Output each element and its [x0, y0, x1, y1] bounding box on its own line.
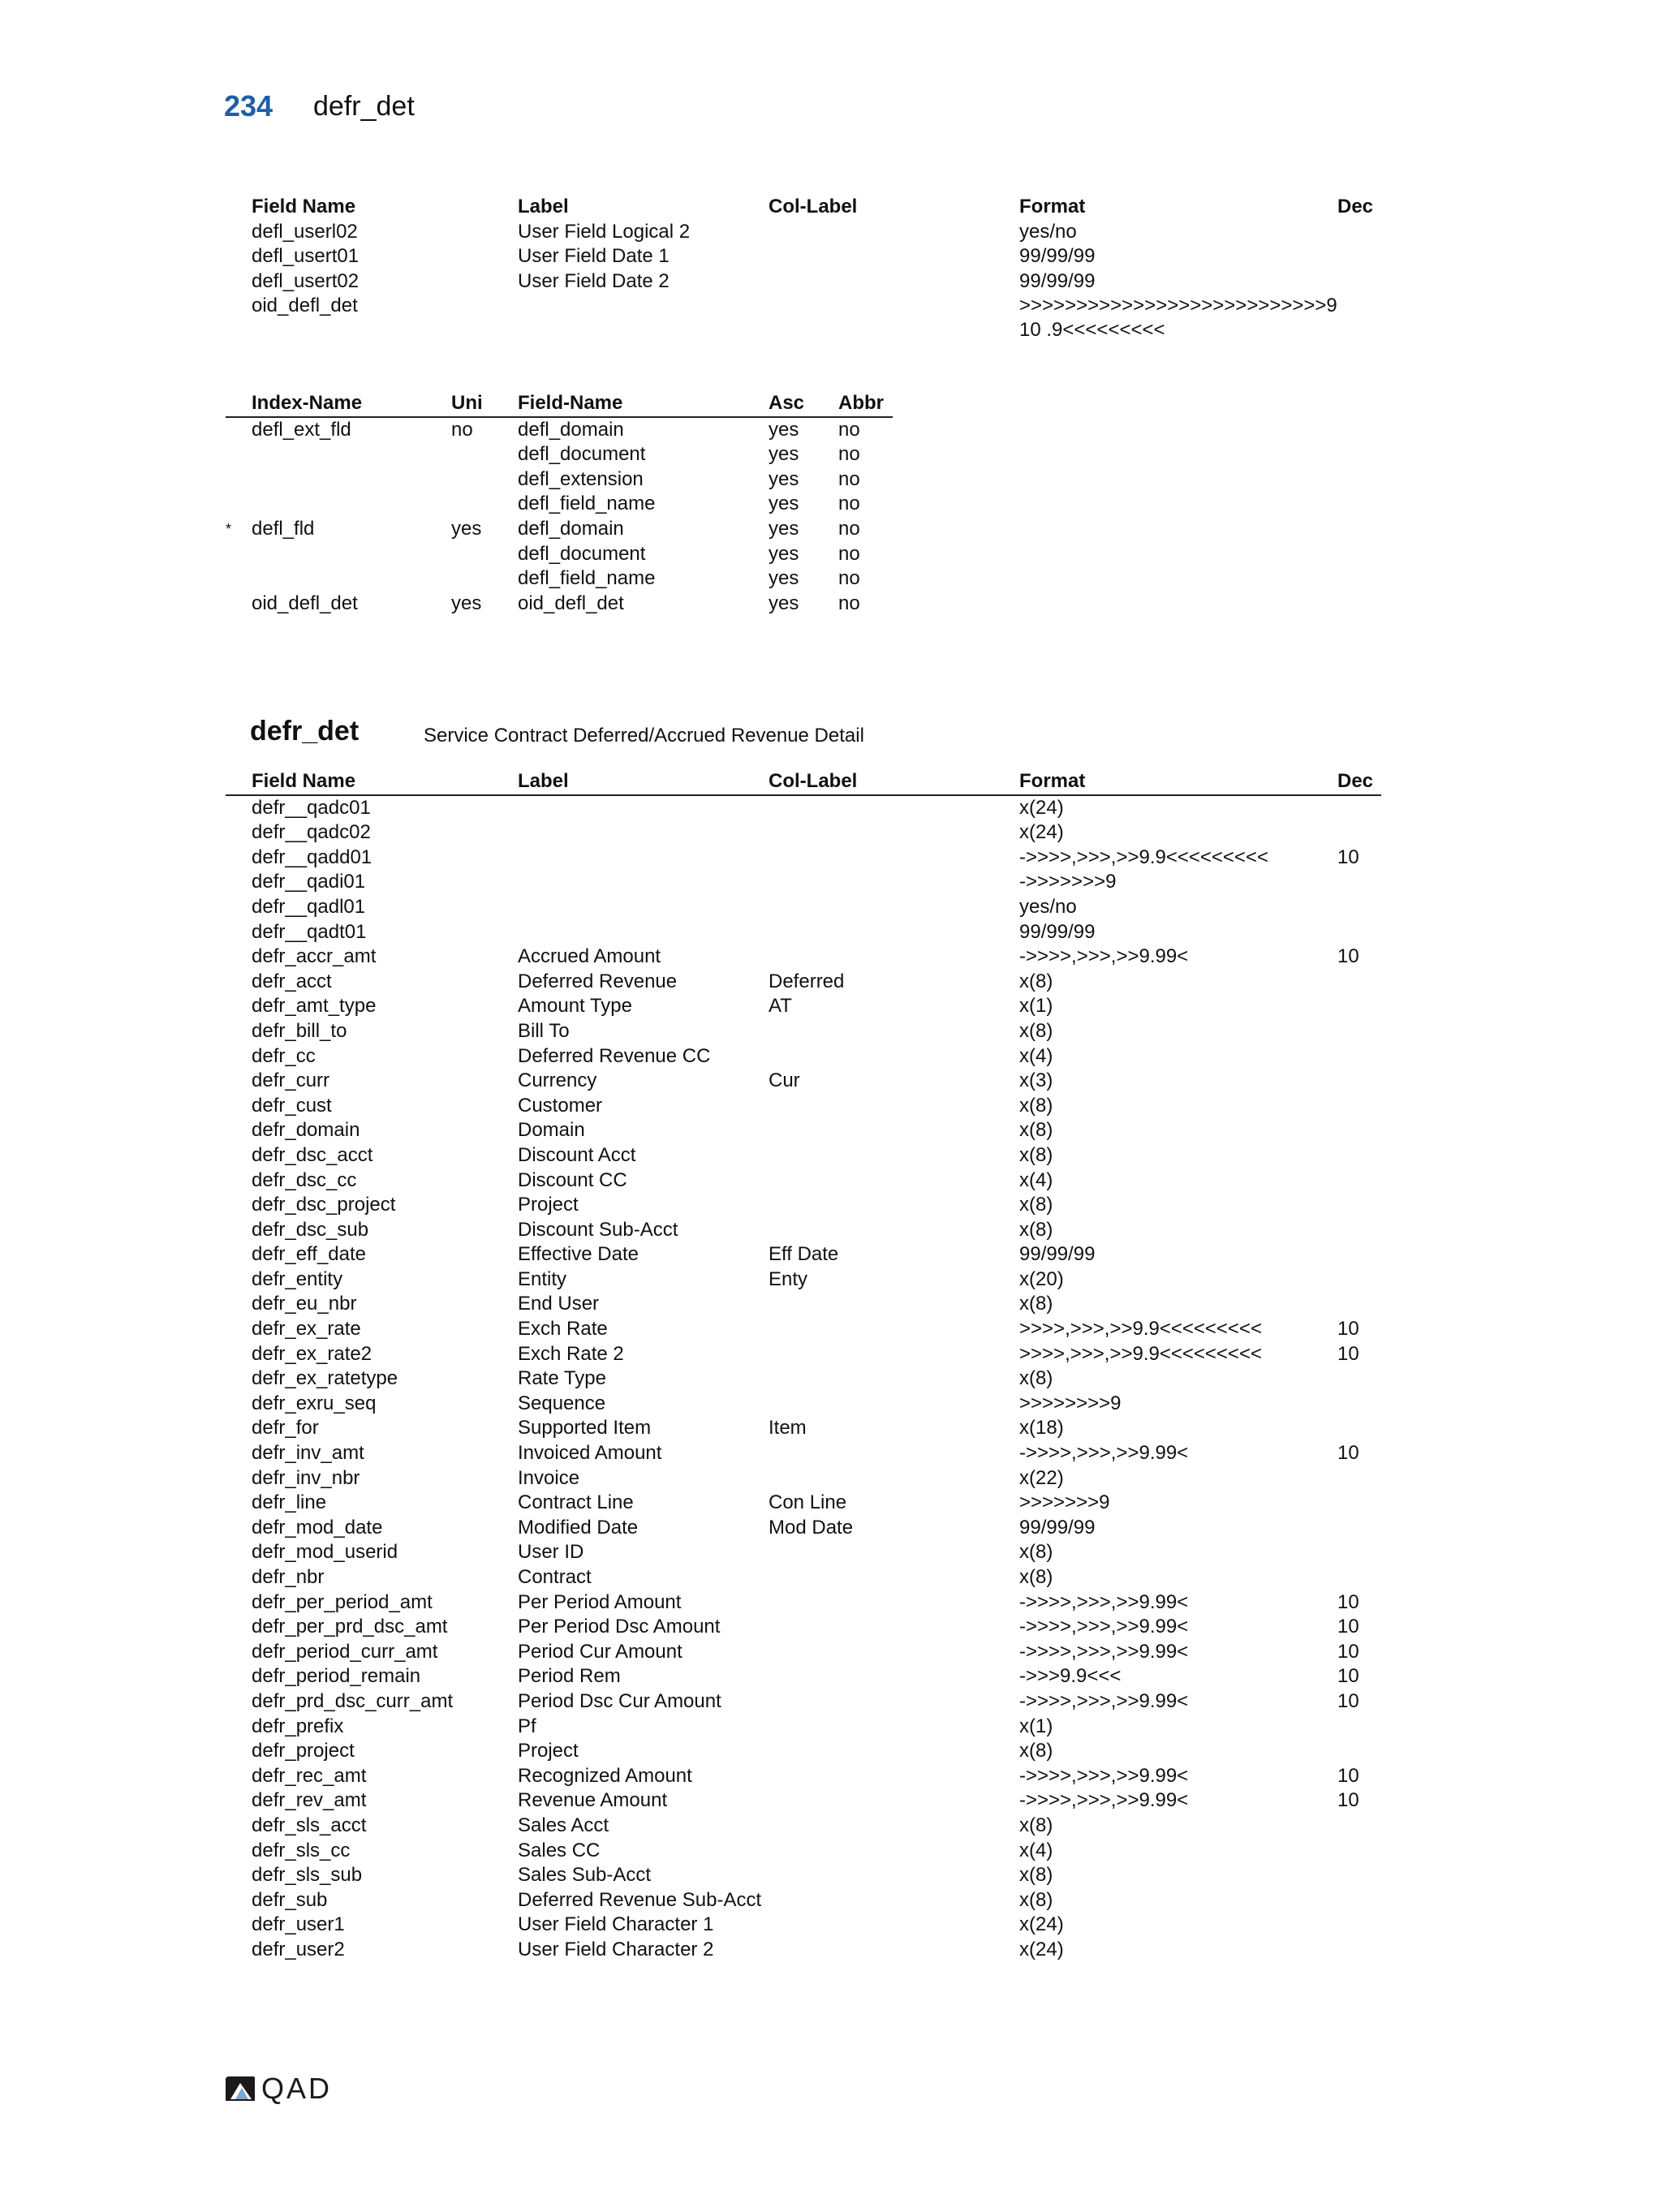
dec-cell: 10 — [1337, 1590, 1359, 1613]
index-row — [226, 492, 893, 517]
col-label-cell: Item — [769, 1417, 807, 1440]
header-col-label: Col-Label — [769, 770, 858, 792]
label-cell: Recognized Amount — [518, 1764, 692, 1787]
format-cell: x(24) — [1019, 796, 1064, 819]
label-cell: Customer — [518, 1094, 603, 1117]
table-row — [226, 1863, 1381, 1888]
ascending-cell: yes — [769, 418, 799, 441]
header-col-label: Col-Label — [769, 196, 858, 217]
field-name-cell: defr_ex_rate2 — [252, 1342, 372, 1365]
format-cell: 99/99/99 — [1019, 269, 1096, 292]
label-cell: Period Rem — [518, 1665, 621, 1688]
format-cell: x(24) — [1019, 1913, 1064, 1936]
field-name-cell: defr_acct — [252, 970, 332, 992]
format-cell: 99/99/99 — [1019, 1243, 1096, 1266]
label-cell: Project — [518, 1740, 579, 1762]
col-label-cell: Mod Date — [769, 1516, 854, 1539]
index-row — [226, 517, 893, 542]
field-name-cell: defr_dsc_project — [252, 1194, 396, 1216]
table-row — [226, 1565, 1381, 1590]
format-cell: yes/no — [1019, 220, 1077, 243]
index-field-cell: defl_field_name — [518, 567, 656, 590]
format-cell: ->>>>,>>>,>>9.99< — [1019, 1689, 1189, 1712]
col-label-cell: Con Line — [769, 1491, 847, 1514]
field-name-cell: defr__qadc02 — [252, 821, 371, 844]
label-cell: Sequence — [518, 1392, 606, 1414]
section-description: Service Contract Deferred/Accrued Revenue Detail — [424, 725, 864, 747]
field-name-cell: defr_for — [252, 1417, 319, 1440]
table-row — [226, 1143, 1381, 1168]
label-cell: Per Period Dsc Amount — [518, 1616, 721, 1638]
field-name-cell: defr__qadd01 — [252, 846, 372, 868]
format-cell: >>>>>>>>9 — [1019, 1392, 1122, 1414]
header-label: Label — [518, 770, 569, 792]
format-cell: x(3) — [1019, 1069, 1053, 1092]
field-name-cell: defr_sls_sub — [252, 1864, 363, 1887]
field-name-cell: defr_ex_rate — [252, 1318, 361, 1341]
dec-cell: 10 — [1337, 1318, 1359, 1341]
format-cell: x(8) — [1019, 1367, 1053, 1390]
label-cell: Deferred Revenue Sub-Acct — [518, 1888, 762, 1911]
index-body — [226, 418, 893, 617]
index-row — [226, 566, 893, 592]
page-heading: defr_det — [313, 91, 415, 122]
table-row — [226, 796, 1381, 821]
header-format: Format — [1019, 770, 1086, 792]
format-cell: x(24) — [1019, 1938, 1064, 1960]
index-name-cell: defl_fld — [252, 517, 315, 540]
label-cell: Deferred Revenue CC — [518, 1044, 711, 1067]
field-name-cell: defl_usert01 — [252, 245, 360, 268]
format-cell: x(4) — [1019, 1044, 1053, 1067]
field-name-cell: defr_mod_date — [252, 1516, 383, 1539]
fields-table — [226, 769, 1381, 1963]
format-cell: >>>>>>>9 — [1019, 1491, 1110, 1514]
index-header-row — [226, 391, 893, 418]
format-cell: ->>>>,>>>,>>9.99< — [1019, 1789, 1189, 1812]
format-cell: x(8) — [1019, 1019, 1053, 1042]
label-cell: User Field Date 1 — [518, 245, 670, 268]
abbreviated-cell: no — [838, 592, 860, 614]
header-label: Label — [518, 196, 569, 217]
dec-cell: 10 — [1337, 1665, 1359, 1688]
field-name-cell: defr_exru_seq — [252, 1392, 377, 1414]
logo-text: QAD — [261, 2072, 333, 2105]
table-row — [226, 920, 1381, 945]
table-row — [226, 1292, 1381, 1317]
field-name-cell: defr_domain — [252, 1119, 360, 1142]
format-cell: x(1) — [1019, 995, 1053, 1018]
table-row — [226, 1764, 1381, 1789]
field-name-cell: defr_mod_userid — [252, 1541, 398, 1564]
ascending-cell: yes — [769, 493, 799, 515]
format-cell: x(8) — [1019, 1864, 1053, 1887]
table-row — [226, 1118, 1381, 1143]
table-row — [226, 1739, 1381, 1764]
unique-cell: yes — [451, 592, 482, 614]
index-name-cell: defl_ext_fld — [252, 418, 351, 441]
field-name-cell: defr_user1 — [252, 1913, 345, 1936]
format-cell: x(8) — [1019, 1119, 1053, 1142]
label-cell: Contract Line — [518, 1491, 634, 1514]
label-cell: Period Cur Amount — [518, 1640, 682, 1663]
table-row — [226, 870, 1381, 895]
table-row — [226, 1615, 1381, 1640]
table-body — [226, 796, 1381, 1963]
field-name-cell: defr_period_remain — [252, 1665, 421, 1688]
format-cell: x(8) — [1019, 970, 1053, 992]
table-row — [226, 994, 1381, 1019]
format-cell: x(1) — [1019, 1715, 1053, 1737]
table-row — [226, 945, 1381, 970]
field-name-cell: defr_sub — [252, 1888, 328, 1911]
table-row — [226, 1342, 1381, 1367]
field-name-cell: defr__qadt01 — [252, 920, 367, 943]
format-cell: x(8) — [1019, 1814, 1053, 1836]
label-cell: Rate Type — [518, 1367, 606, 1390]
unique-cell: no — [451, 418, 473, 441]
format-cell: x(4) — [1019, 1839, 1053, 1861]
table-row — [226, 820, 1381, 846]
format-cell: x(22) — [1019, 1466, 1064, 1489]
format-cell: x(8) — [1019, 1541, 1053, 1564]
label-cell: Invoiced Amount — [518, 1442, 662, 1465]
field-name-cell: defr_project — [252, 1740, 355, 1762]
index-field-cell: defl_field_name — [518, 493, 656, 515]
table-row — [226, 895, 1381, 920]
table-row — [226, 1590, 1381, 1616]
format-cell: x(18) — [1019, 1417, 1064, 1440]
label-cell: Pf — [518, 1715, 536, 1737]
field-name-cell: defr_dsc_acct — [252, 1143, 373, 1166]
field-name-cell: defr_per_period_amt — [252, 1590, 433, 1613]
format-cell: x(20) — [1019, 1267, 1064, 1290]
table-row — [226, 1466, 1381, 1491]
label-cell: Effective Date — [518, 1243, 639, 1266]
table-row — [226, 1392, 1381, 1417]
format-cell: ->>>>,>>>,>>9.99< — [1019, 1442, 1189, 1465]
format-cell: x(24) — [1019, 821, 1064, 844]
format-cell: 99/99/99 — [1019, 1516, 1096, 1539]
table-row — [226, 1689, 1381, 1715]
field-name-cell: defr_rev_amt — [252, 1789, 367, 1812]
table-row — [226, 244, 1378, 269]
field-name-cell: defr_inv_nbr — [252, 1466, 360, 1489]
label-cell: Per Period Amount — [518, 1590, 682, 1613]
label-cell: Sales CC — [518, 1839, 601, 1861]
abbreviated-cell: no — [838, 467, 860, 490]
index-table — [226, 391, 893, 616]
header-uni: Uni — [451, 392, 483, 414]
table-row — [226, 1069, 1381, 1094]
table-row — [226, 1416, 1381, 1441]
abbreviated-cell: no — [838, 443, 860, 466]
label-cell: User Field Logical 2 — [518, 220, 691, 243]
field-name-cell: defr_amt_type — [252, 995, 377, 1018]
ascending-cell: yes — [769, 592, 799, 614]
index-field-cell: defl_document — [518, 542, 646, 565]
table-row — [226, 1814, 1381, 1839]
header-field-name: Field Name — [252, 196, 356, 217]
format-cell: ->>>>,>>>,>>9.99< — [1019, 1764, 1189, 1787]
field-name-cell: defr__qadc01 — [252, 796, 371, 819]
label-cell: Domain — [518, 1119, 585, 1142]
index-row — [226, 442, 893, 467]
index-name-cell: oid_defl_det — [252, 592, 358, 614]
table-header-row — [226, 769, 1381, 796]
table-row — [226, 1664, 1381, 1689]
field-name-cell: defr_sls_acct — [252, 1814, 367, 1836]
format-cell: ->>>9.9<<< — [1019, 1665, 1122, 1688]
field-name-cell: defr_nbr — [252, 1566, 325, 1588]
field-name-cell: defr_dsc_sub — [252, 1218, 369, 1241]
abbreviated-cell: no — [838, 418, 860, 441]
header-field-name: Field-Name — [518, 392, 623, 414]
format-cell: x(8) — [1019, 1218, 1053, 1241]
index-row — [226, 418, 893, 443]
index-row — [226, 542, 893, 567]
ascending-cell: yes — [769, 542, 799, 565]
label-cell: End User — [518, 1293, 600, 1315]
format-cell: x(4) — [1019, 1168, 1053, 1191]
format-cell: ->>>>,>>>,>>9.9<<<<<<<<< — [1019, 846, 1268, 868]
table-row — [226, 1715, 1381, 1740]
abbreviated-cell: no — [838, 567, 860, 590]
dec-cell: 10 — [1337, 1442, 1359, 1465]
format-cell: x(8) — [1019, 1094, 1053, 1117]
header-format: Format — [1019, 196, 1086, 217]
label-cell: Project — [518, 1194, 579, 1216]
ascending-cell: yes — [769, 567, 799, 590]
ascending-cell: yes — [769, 443, 799, 466]
index-field-cell: defl_extension — [518, 467, 644, 490]
field-name-cell: defr_per_prd_dsc_amt — [252, 1616, 448, 1638]
table-row — [226, 1516, 1381, 1541]
field-name-cell: defr_line — [252, 1491, 327, 1514]
header-dec: Dec — [1337, 196, 1374, 217]
col-label-cell: Cur — [769, 1069, 800, 1092]
format-cell: ->>>>,>>>,>>9.99< — [1019, 945, 1189, 968]
table-row — [226, 1168, 1381, 1194]
unique-cell: yes — [451, 517, 482, 540]
format-cell: >>>>>>>>>>>>>>>>>>>>>>>>>>>9 10 .9<<<<<<<<< — [1019, 295, 1337, 342]
field-name-cell: defr_dsc_cc — [252, 1168, 357, 1191]
col-label-cell: Deferred — [769, 970, 845, 992]
format-cell: yes/no — [1019, 895, 1077, 918]
format-cell: x(8) — [1019, 1888, 1053, 1911]
format-cell: x(8) — [1019, 1566, 1053, 1588]
field-name-cell: defr__qadl01 — [252, 895, 366, 918]
abbreviated-cell: no — [838, 493, 860, 515]
table-row — [226, 1839, 1381, 1864]
primary-index-marker: * — [226, 520, 232, 537]
table-row — [226, 1938, 1381, 1963]
col-label-cell: Enty — [769, 1267, 808, 1290]
header-abbr: Abbr — [838, 392, 884, 414]
label-cell: Entity — [518, 1267, 567, 1290]
table-row — [226, 1193, 1381, 1218]
table-row — [226, 1540, 1381, 1565]
table-row — [226, 294, 1378, 341]
label-cell: User ID — [518, 1541, 584, 1564]
table-row — [226, 1267, 1381, 1293]
field-name-cell: defr_period_curr_amt — [252, 1640, 438, 1663]
dec-cell: 10 — [1337, 1789, 1359, 1812]
ascending-cell: yes — [769, 517, 799, 540]
table-row — [226, 970, 1381, 995]
label-cell: User Field Character 1 — [518, 1913, 714, 1936]
format-cell: ->>>>,>>>,>>9.99< — [1019, 1640, 1189, 1663]
label-cell: Amount Type — [518, 995, 632, 1018]
table-row — [226, 1044, 1381, 1069]
table-row — [226, 1441, 1381, 1466]
label-cell: Discount Sub-Acct — [518, 1218, 678, 1241]
table-row — [226, 1491, 1381, 1516]
table-row — [226, 1640, 1381, 1665]
format-cell: ->>>>,>>>,>>9.99< — [1019, 1590, 1189, 1613]
label-cell: Discount CC — [518, 1168, 627, 1191]
table-row — [226, 1019, 1381, 1044]
field-name-cell: defr_eu_nbr — [252, 1293, 357, 1315]
field-name-cell: defr_sls_cc — [252, 1839, 351, 1861]
abbreviated-cell: no — [838, 542, 860, 565]
col-label-cell: AT — [769, 995, 792, 1018]
index-field-cell: defl_domain — [518, 418, 624, 441]
label-cell: Invoice — [518, 1466, 580, 1489]
field-name-cell: defr_curr — [252, 1069, 330, 1092]
table-row — [226, 1366, 1381, 1392]
index-field-cell: oid_defl_det — [518, 592, 624, 614]
format-cell: x(8) — [1019, 1194, 1053, 1216]
table-row — [226, 1317, 1381, 1342]
label-cell: Supported Item — [518, 1417, 652, 1440]
ascending-cell: yes — [769, 467, 799, 490]
table-row — [226, 1094, 1381, 1119]
label-cell: Bill To — [518, 1019, 570, 1042]
field-name-cell: defr_accr_amt — [252, 945, 377, 968]
header-index-name: Index-Name — [252, 392, 363, 414]
index-row — [226, 592, 893, 617]
format-cell: ->>>>>>>9 — [1019, 871, 1117, 893]
label-cell: Deferred Revenue — [518, 970, 678, 992]
fields-table-continued — [226, 195, 1378, 341]
table-row — [226, 846, 1381, 871]
abbreviated-cell: no — [838, 517, 860, 540]
table-body — [226, 220, 1378, 342]
table-row — [226, 1242, 1381, 1267]
dec-cell: 10 — [1337, 945, 1359, 968]
dec-cell: 10 — [1337, 1640, 1359, 1663]
index-row — [226, 467, 893, 493]
field-name-cell: defr_entity — [252, 1267, 343, 1290]
field-name-cell: defr_prd_dsc_curr_amt — [252, 1689, 454, 1712]
field-name-cell: defr_cust — [252, 1094, 332, 1117]
label-cell: Discount Acct — [518, 1143, 636, 1166]
format-cell: >>>>,>>>,>>9.9<<<<<<<<< — [1019, 1318, 1262, 1341]
label-cell: Contract — [518, 1566, 592, 1588]
dec-cell: 10 — [1337, 846, 1359, 868]
field-name-cell: defr_user2 — [252, 1938, 345, 1960]
format-cell: ->>>>,>>>,>>9.99< — [1019, 1616, 1189, 1638]
field-name-cell: defl_userl02 — [252, 220, 358, 243]
table-row — [226, 1218, 1381, 1243]
label-cell: Exch Rate 2 — [518, 1342, 624, 1365]
table-row — [226, 269, 1378, 295]
table-row — [226, 1888, 1381, 1913]
label-cell: Accrued Amount — [518, 945, 661, 968]
label-cell: Revenue Amount — [518, 1789, 668, 1812]
col-label-cell: Eff Date — [769, 1243, 839, 1266]
field-name-cell: defr_rec_amt — [252, 1764, 367, 1787]
table-row — [226, 1788, 1381, 1814]
index-field-cell: defl_domain — [518, 517, 624, 540]
page-number: 234 — [224, 89, 273, 123]
dec-cell: 10 — [1337, 1616, 1359, 1638]
label-cell: Exch Rate — [518, 1318, 608, 1341]
dec-cell: 10 — [1337, 1764, 1359, 1787]
label-cell: Currency — [518, 1069, 597, 1092]
section-title: defr_det — [250, 716, 360, 747]
table-row — [226, 220, 1378, 245]
label-cell: Modified Date — [518, 1516, 639, 1539]
field-name-cell: defr_eff_date — [252, 1243, 367, 1266]
label-cell: Sales Sub-Acct — [518, 1864, 652, 1887]
label-cell: User Field Character 2 — [518, 1938, 714, 1960]
field-name-cell: defl_usert02 — [252, 269, 360, 292]
field-name-cell: oid_defl_det — [252, 295, 358, 317]
qad-logo-icon — [224, 2075, 256, 2102]
format-cell: x(8) — [1019, 1740, 1053, 1762]
index-field-cell: defl_document — [518, 443, 646, 466]
field-name-cell: defr__qadi01 — [252, 871, 366, 893]
format-cell: 99/99/99 — [1019, 245, 1096, 268]
field-name-cell: defr_inv_amt — [252, 1442, 364, 1465]
format-cell: 99/99/99 — [1019, 920, 1096, 943]
header-field-name: Field Name — [252, 770, 356, 792]
table-row — [226, 1913, 1381, 1938]
dec-cell: 10 — [1337, 1689, 1359, 1712]
footer-logo — [224, 2072, 332, 2105]
field-name-cell: defr_bill_to — [252, 1019, 347, 1042]
label-cell: User Field Date 2 — [518, 269, 670, 292]
format-cell: >>>>,>>>,>>9.9<<<<<<<<< — [1019, 1342, 1262, 1365]
field-name-cell: defr_prefix — [252, 1715, 344, 1737]
dec-cell: 10 — [1337, 1342, 1359, 1365]
field-name-cell: defr_ex_ratetype — [252, 1367, 398, 1390]
field-name-cell: defr_cc — [252, 1044, 316, 1067]
header-asc: Asc — [769, 392, 805, 414]
format-cell: x(8) — [1019, 1293, 1053, 1315]
label-cell: Period Dsc Cur Amount — [518, 1689, 721, 1712]
format-cell: x(8) — [1019, 1143, 1053, 1166]
header-dec: Dec — [1337, 770, 1374, 792]
table-header-row — [226, 195, 1378, 220]
label-cell: Sales Acct — [518, 1814, 609, 1836]
